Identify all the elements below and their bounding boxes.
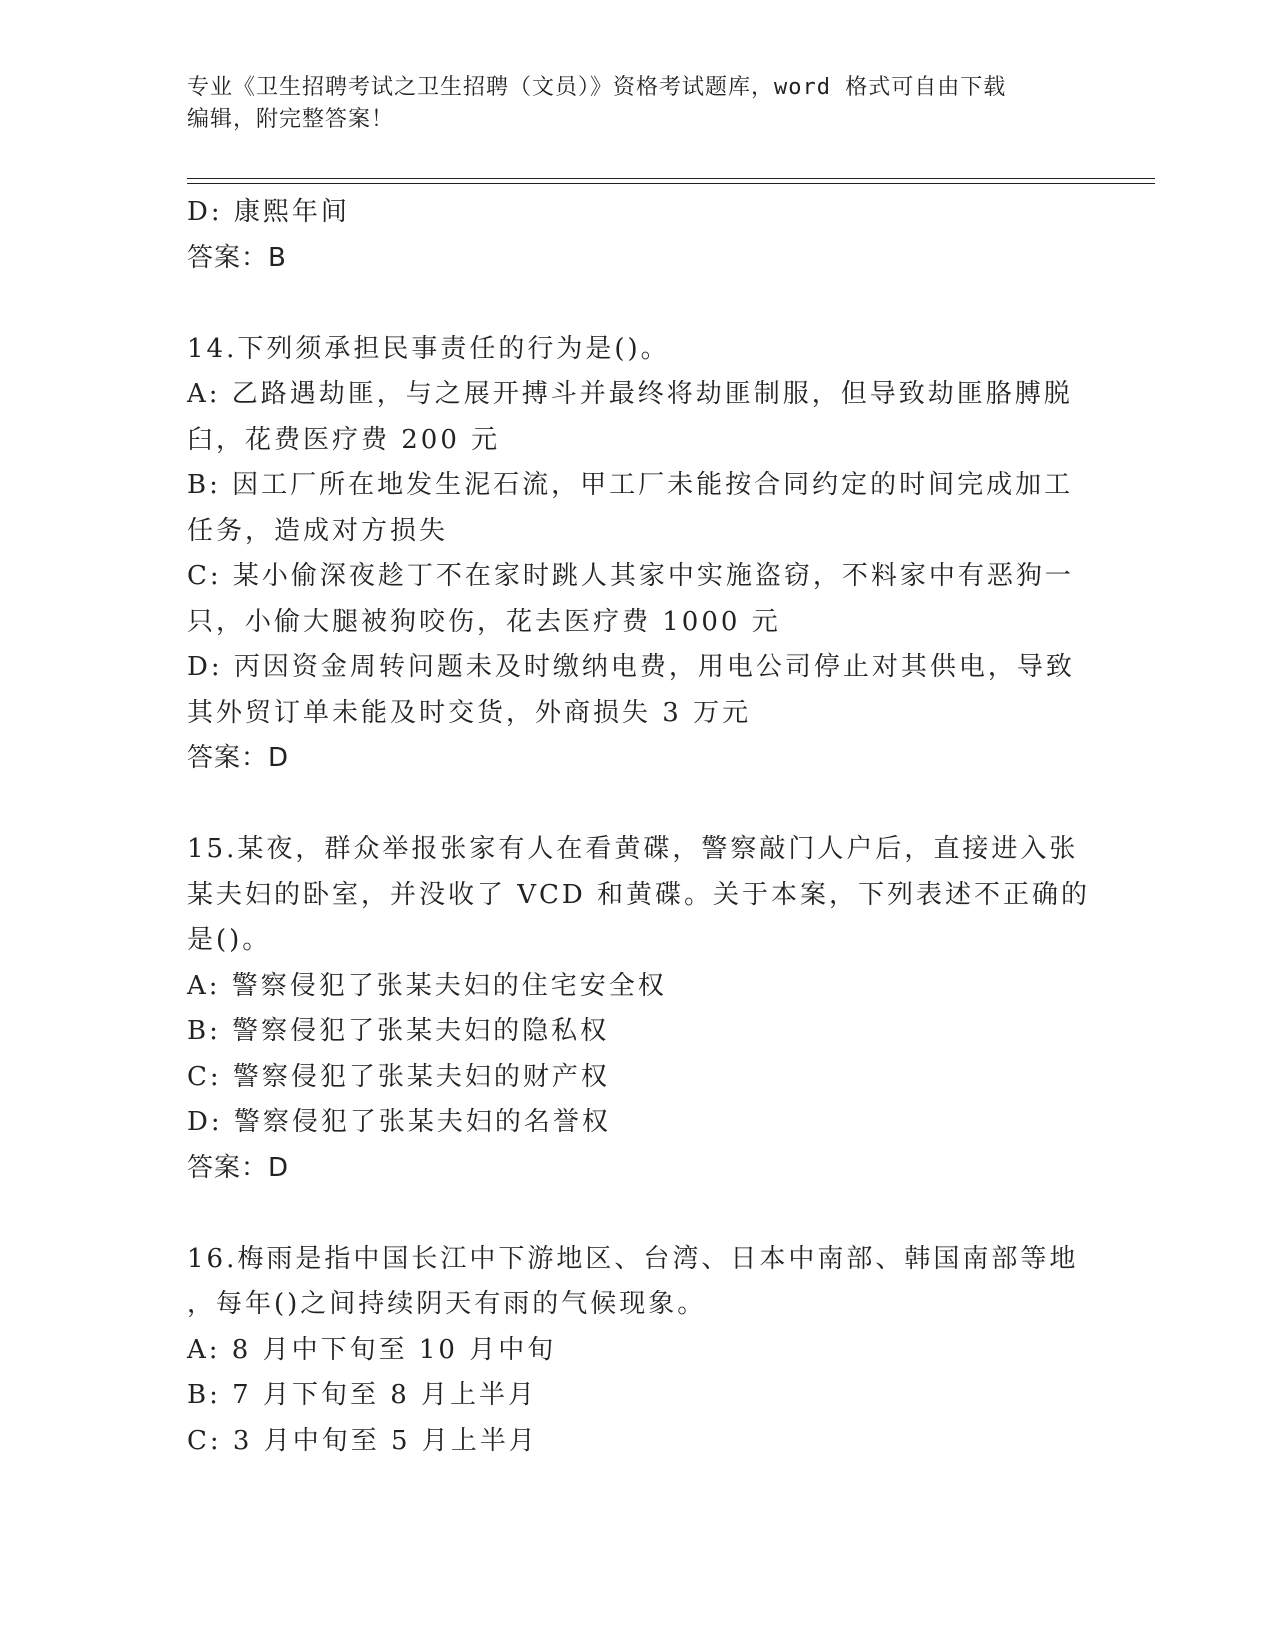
q14-option-d-line2: 其外贸订单未能及时交货，外商损失 3 万元 xyxy=(187,697,752,728)
spacer xyxy=(187,281,1067,327)
q13-option-d: D: 康熙年间 xyxy=(187,197,350,227)
answer-label: 答案： xyxy=(187,743,269,773)
q14-option-a-line2: 臼，花费医疗费 200 元 xyxy=(187,424,501,455)
q14-option-c-line2: 只，小偷大腿被狗咬伤，花去医疗费 1000 元 xyxy=(187,606,781,637)
header-line-2: 编辑，附完整答案！ xyxy=(187,107,395,132)
spacer xyxy=(187,782,1067,828)
q13-answer xyxy=(187,236,1067,282)
document-header xyxy=(187,72,1067,136)
q15-stem-line1: 15.某夜，群众举报张家有人在看黄碟，警察敲门人户后，直接进入张 xyxy=(187,834,1079,864)
q16-option-b: B: 7 月下旬至 8 月上半月 xyxy=(187,1380,538,1410)
q15-option-c: C: 警察侵犯了张某夫妇的财产权 xyxy=(187,1061,610,1092)
q14-option-b-line1: B: 因工厂所在地发生泥石流，甲工厂未能按合同约定的时间完成加工 xyxy=(187,470,1074,500)
q16-option-c: C: 3 月中旬至 5 月上半月 xyxy=(187,1425,538,1456)
header-divider-bottom xyxy=(187,183,1155,184)
answer-value: B xyxy=(268,242,287,273)
answer-value: D xyxy=(268,743,290,773)
answer-label: 答案： xyxy=(187,1152,269,1183)
q16-stem-line2: ，每年()之间持续阴天有雨的气候现象。 xyxy=(187,1289,707,1319)
q16-stem-line1: 16.梅雨是指中国长江中下游地区、台湾、日本中南部、韩国南部等地 xyxy=(187,1243,1079,1274)
q14-option-b-line2: 任务，造成对方损失 xyxy=(187,515,449,546)
question-content xyxy=(187,190,1091,1464)
q15-answer xyxy=(187,1146,1067,1192)
q16-option-a: A: 8 月中下旬至 10 月中旬 xyxy=(187,1334,557,1365)
header-line-1: 专业《卫生招聘考试之卫生招聘（文员）》资格考试题库，word 格式可自由下载 xyxy=(187,75,1007,100)
q15-option-a: A: 警察侵犯了张某夫妇的住宅安全权 xyxy=(187,970,667,1001)
header-divider-top xyxy=(187,178,1155,179)
q15-stem-line3: 是()。 xyxy=(187,925,272,955)
q14-option-c-line1: C: 某小偷深夜趁丁不在家时跳人其家中实施盗窃，不料家中有恶狗一 xyxy=(187,561,1074,591)
spacer xyxy=(187,1191,1067,1237)
q15-option-d: D: 警察侵犯了张某夫妇的名誉权 xyxy=(187,1107,611,1137)
q15-option-b: B: 警察侵犯了张某夫妇的隐私权 xyxy=(187,1016,610,1046)
q14-option-a-line1: A: 乙路遇劫匪，与之展开搏斗并最终将劫匪制服，但导致劫匪胳膊脱 xyxy=(187,379,1073,409)
q14-option-d-line1: D: 丙因资金周转问题未及时缴纳电费，用电公司停止对其供电，导致 xyxy=(187,652,1075,682)
answer-value: D xyxy=(268,1152,290,1183)
answer-label: 答案： xyxy=(187,242,269,273)
q15-stem-line2: 某夫妇的卧室，并没收了 VCD 和黄碟。关于本案，下列表述不正确的 xyxy=(187,879,1091,910)
q14-stem: 14.下列须承担民事责任的行为是()。 xyxy=(187,333,670,364)
q14-answer xyxy=(187,736,1067,782)
